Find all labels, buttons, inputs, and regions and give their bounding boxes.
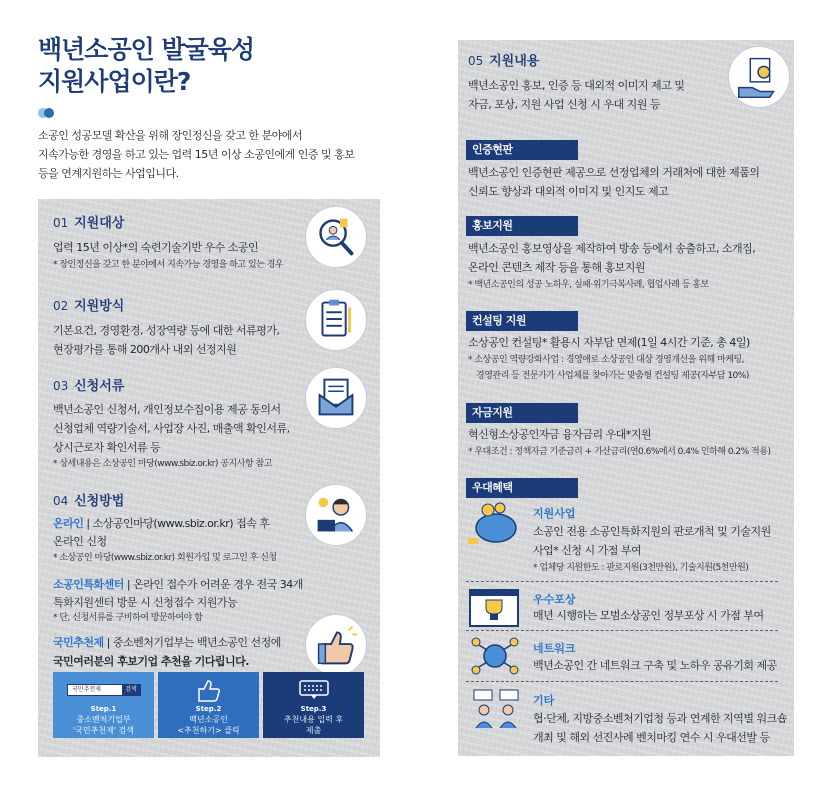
section-03-text: 백년소공인 신청서, 개인정보수집이용 제공 동의서: [53, 403, 281, 416]
separator: |: [126, 578, 131, 591]
intro-line: 지속가능한 경영을 하고 있는 업력 15년 이상 소공인에게 인증 및 홍보: [38, 148, 355, 161]
hand-gear-document-icon: [728, 46, 790, 108]
thumbs-up-hand-icon: [305, 614, 367, 676]
trophy-icon: [468, 586, 520, 630]
separator: |: [106, 636, 110, 649]
section-title: 지원내용: [489, 54, 540, 69]
divider: [466, 581, 778, 582]
cert-text: 신뢰도 향상과 대외적 이미지 및 인지도 제고: [468, 185, 669, 198]
section-05-text: 자금, 포상, 지원 사업 신청 시 우대 지원 등: [468, 98, 660, 111]
piggy-bank-icon: [466, 502, 522, 546]
step-label: Step.2: [195, 705, 222, 713]
promo-bar: 홍보지원: [466, 216, 578, 236]
fund-note: * 우대조건 : 정책자금 기준금리 + 가산금리(연0.6%에서 0.4% 인하해 0.2% 적용): [468, 447, 771, 457]
page-title: [38, 34, 398, 98]
step-desc: [158, 714, 259, 736]
step-desc-line: <추천하기> 클릭: [177, 726, 240, 735]
document-envelope-icon: [305, 367, 367, 429]
section-02-text: 기본요건, 경영환경, 성장역량 등에 대한 서류평가,: [53, 324, 280, 337]
divider: [466, 630, 778, 631]
benefit-3-title: 네트워크: [533, 642, 576, 655]
benefit-4-title: 기타: [533, 694, 555, 707]
section-01-text: 업력 15년 이상*의 숙련기술기반 우수 소공인: [53, 241, 259, 254]
search-box-button: 검색: [122, 685, 140, 695]
intro-line: 등을 연계지원하는 사업입니다.: [38, 167, 179, 180]
center-note: * 단, 신청서류를 구비하여 방문하여야 함: [53, 613, 203, 623]
step-desc: [263, 714, 364, 736]
section-01-note: * 장인정신을 갖고 한 분야에서 지속가능 경영을 하고 있는 경우: [53, 260, 284, 270]
consult-bar: 컨설팅 지원: [466, 311, 578, 331]
keyboard-icon: [299, 680, 329, 700]
decorative-dots: [38, 108, 58, 118]
benefit-1-text: 사업* 신청 시 가점 부여: [533, 544, 642, 557]
section-title: 신청서류: [74, 379, 125, 394]
recommend-text-2: 국민여러분의 후보기업 추천을 기다립니다.: [53, 655, 249, 668]
section-02-heading: [53, 295, 124, 314]
section-number: 02: [53, 299, 69, 313]
online-note: * 소상공인 마당(www.sbiz.or.kr) 회원가입 및 로그인 후 신청: [53, 553, 277, 563]
promo-note: * 백년소공인의 성공 노하우, 실패·위기극복사례, 협업사례 등 홍보: [468, 280, 709, 290]
magnifier-person-icon: [305, 206, 367, 268]
globe-network-icon: [470, 634, 520, 678]
benefit-1-title: 지원사업: [533, 507, 576, 520]
section-01-heading: [53, 212, 124, 231]
step-1-card: [53, 672, 154, 738]
step-label: Step.1: [90, 705, 117, 713]
consult-note: * 소상공인 역량강화사업 : 경영애로 소상공인 대상 경영개선을 위해 마케팅,: [468, 355, 744, 365]
separator: |: [86, 517, 90, 530]
section-number: 05: [468, 54, 484, 68]
section-05-text: 백년소공인 홍보, 인증 등 대외적 이미지 제고 및: [468, 79, 685, 92]
section-number: 03: [53, 379, 69, 393]
center-text: 온라인 접수가 어려운 경우 전국 34개: [133, 578, 303, 591]
section-number: 01: [53, 216, 69, 230]
benefit-1-text: 소공인 전용 소공인특화지원의 판로개척 및 기술지원: [533, 525, 771, 538]
section-03-heading: [53, 375, 124, 394]
divider: [466, 681, 778, 682]
center-method-text: [53, 575, 303, 594]
step-3-card: [263, 672, 364, 738]
recommend-text-1: 중소벤처기업부는 백년소공인 선정에: [112, 636, 281, 649]
promo-text: 온라인 콘텐츠 제작 등을 통해 홍보지원: [468, 261, 645, 274]
section-title: 신청방법: [74, 494, 125, 509]
step-desc-line: 추천내용 입력 후: [283, 715, 344, 724]
step-label: Step.3: [300, 705, 327, 713]
cert-bar: 인증현판: [466, 140, 578, 160]
pref-bar: 우대혜택: [466, 478, 578, 498]
consult-text: 소상공인 컨설팅* 활용시 자부담 면제(1일 4시간 기준, 총 4일): [468, 336, 750, 349]
section-03-text: 상시근로자 확인서류 등: [53, 441, 161, 454]
clipboard-checklist-icon: [305, 289, 367, 351]
title-line-1: 백년소공인 발굴육성: [38, 35, 255, 64]
search-box-text: 국민추천제: [72, 686, 101, 693]
online-method-text-2: 온라인 신청: [53, 535, 107, 548]
benefit-2-title: 우수포상: [533, 593, 576, 606]
cert-text: 백년소공인 인증현판 제공으로 선정업체의 거래처에 대한 제품의: [468, 166, 760, 179]
center-label: 소공인특화센터: [53, 578, 124, 591]
person-laptop-icon: [305, 484, 367, 546]
online-method-text: [53, 514, 269, 533]
benefit-4-text: 개최 및 해외 선진사례 벤치마킹 연수 시 우대선발 등: [533, 731, 770, 744]
section-title: 지원방식: [74, 299, 125, 314]
step-desc-line: '국민추천제' 검색: [72, 726, 135, 735]
recommend-label: 국민추천제: [53, 636, 104, 649]
benefit-3-text: 백년소공인 간 네트워크 구축 및 노하우 공유기회 제공: [533, 659, 777, 672]
intro-text: [38, 126, 378, 183]
section-number: 04: [53, 494, 69, 508]
people-meeting-icon: [470, 688, 522, 734]
search-box-illustration: [67, 684, 141, 696]
promo-text: 백년소공인 홍보영상을 제작하여 방송 등에서 송출하고, 소개집,: [468, 242, 756, 255]
fund-text: 혁신형소상공인자금 융자금리 우대*지원: [468, 428, 652, 441]
section-05-heading: [468, 50, 539, 69]
center-method-text-2: 특화지원센터 방문 시 신청접수 지원가능: [53, 596, 238, 609]
section-02-text: 현장평가를 통해 200개사 내외 선정지원: [53, 343, 237, 356]
benefit-4-text: 협·단체, 지방중소벤처기업청 등과 연계한 지역별 워크숍: [533, 712, 787, 725]
step-desc-line: 중소벤처기업부: [76, 715, 131, 724]
step-desc-line: 백년소공인: [189, 715, 228, 724]
consult-note: 경영관리 등 전문가가 사업체를 찾아가는 맞춤형 컨설팅 제공(자부담 10%): [476, 371, 749, 381]
intro-line: 소공인 성공모델 확산을 위해 장인정신을 갖고 한 분야에서: [38, 129, 302, 142]
online-label: 온라인: [53, 517, 84, 530]
section-03-text: 신청업체 역량기술서, 사업장 사진, 매출액 확인서류,: [53, 422, 290, 435]
benefit-1-note: * 업체당 지원한도 : 판로지원(3천만원), 기술지원(5천만원): [533, 563, 749, 573]
fund-bar: 자금지원: [466, 403, 578, 423]
online-text: 소상공인마당(www.sbiz.or.kr) 접속 후: [92, 517, 270, 530]
section-title: 지원대상: [74, 216, 125, 231]
section-03-note: * 상세내용은 소상공인 마당(www.sbiz.or.kr) 공지사항 참고: [53, 459, 272, 469]
benefit-2-text: 매년 시행하는 모범소상공인 정부포상 시 가점 부여: [533, 609, 764, 622]
section-04-heading: [53, 490, 124, 509]
step-2-card: [158, 672, 259, 738]
thumbs-up-icon: [196, 678, 222, 702]
step-desc-line: 제출: [305, 726, 322, 735]
recommend-text: [53, 633, 281, 652]
title-line-2: 지원사업이란?: [38, 67, 191, 96]
step-desc: [53, 714, 154, 736]
